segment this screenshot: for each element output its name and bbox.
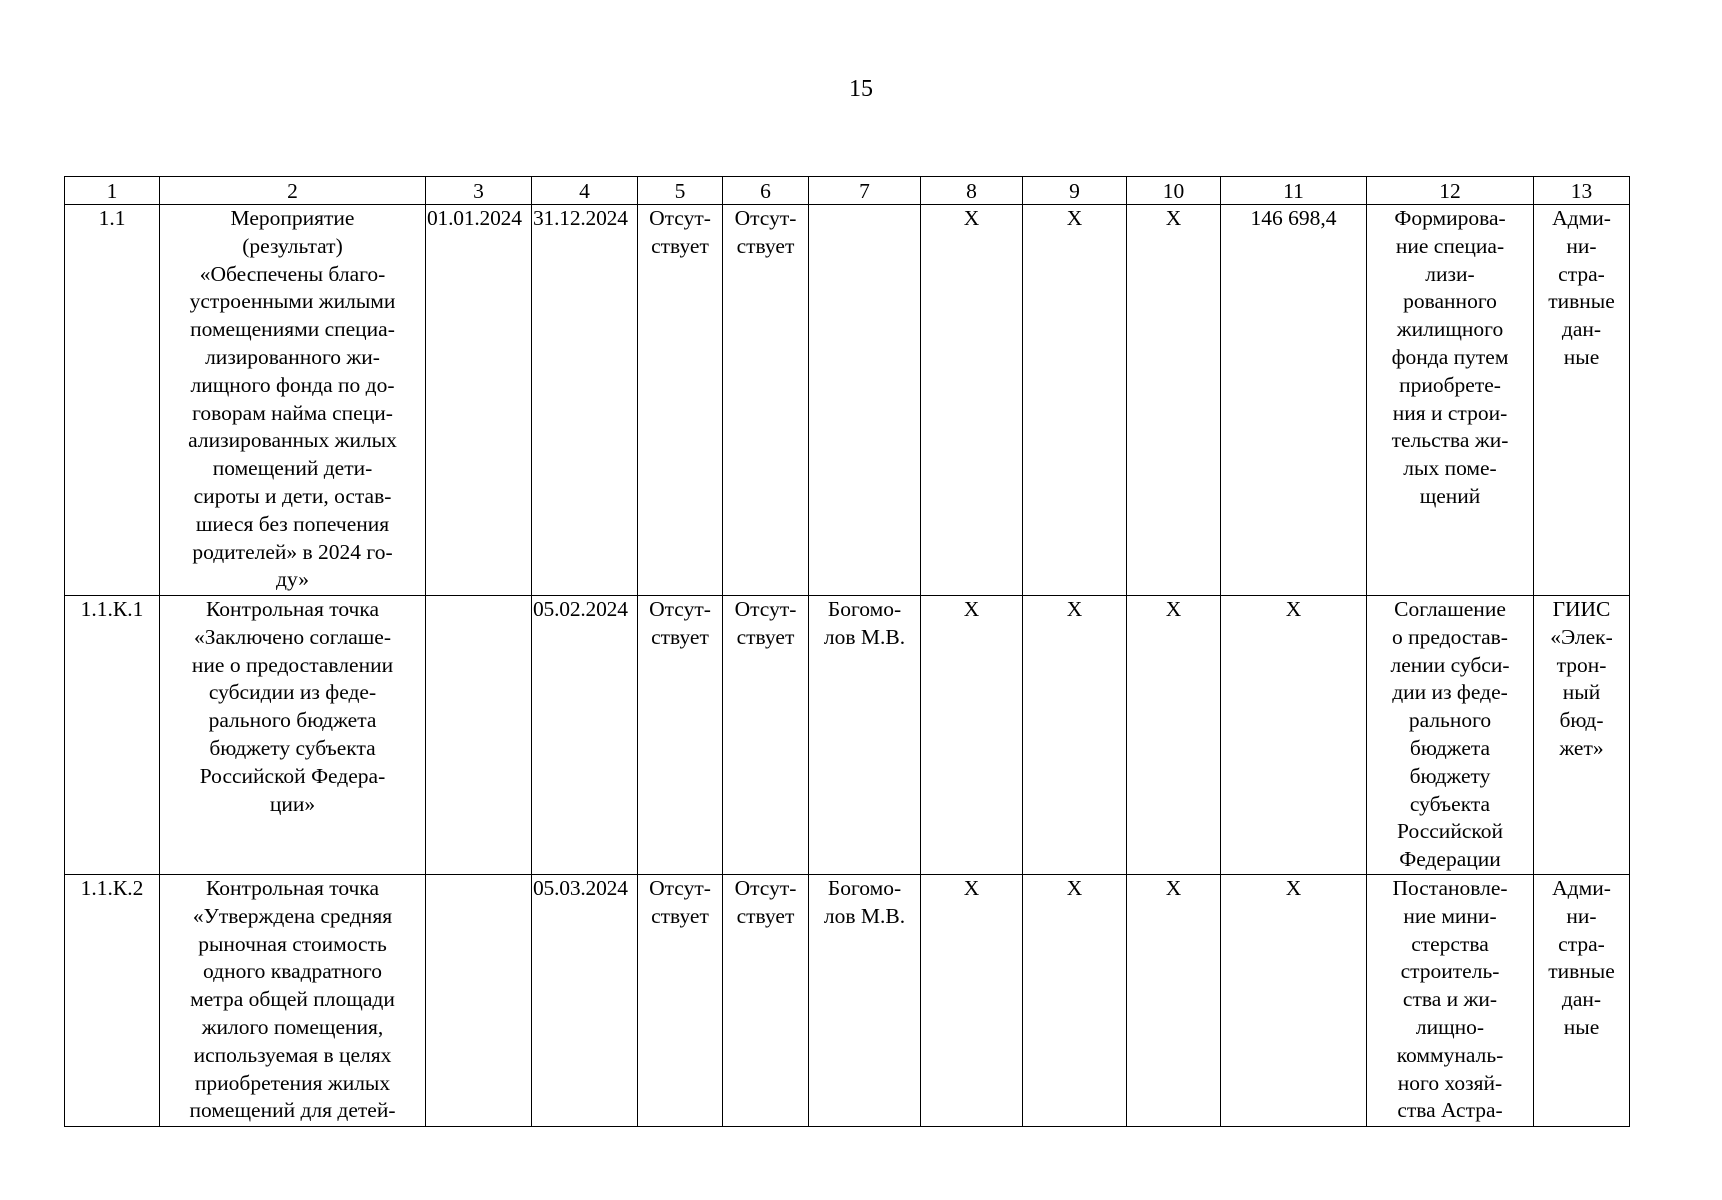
responsible-person: Богомо- лов М.В.: [809, 596, 921, 875]
plan-table: [64, 176, 1630, 1127]
measure-description: Мероприятие (результат) «Обеспечены благо- устроенными жилыми помещениями специа- лизированного жи- лищного фонда по до- говорам найма специ- ализированных жилых помещений дети- сироты и дети, остав- шиеся без попечения родителей» в 2024 го- ду»: [160, 205, 426, 596]
row-number: 1.1.К.1: [65, 596, 160, 875]
info-source: Адми- ни- стра- тивные дан- ные: [1534, 205, 1630, 596]
cell-col8: X: [921, 596, 1023, 875]
column-number-header: 6: [723, 177, 809, 205]
page-number: 15: [849, 76, 873, 102]
cell-col6: Отсут- ствует: [723, 875, 809, 1127]
responsible-person: [809, 205, 921, 596]
cell-col6: Отсут- ствует: [723, 205, 809, 596]
column-number-header: 9: [1023, 177, 1127, 205]
column-number-header: 13: [1534, 177, 1630, 205]
measure-description: Контрольная точка «Утверждена средняя рыночная стоимость одного квадратного метра общей площади жилого помещения, используемая в целях приобретения жилых помещений для детей-: [160, 875, 426, 1127]
table-header-row: [65, 177, 1630, 205]
cell-col6: Отсут- ствует: [723, 596, 809, 875]
result-description: Формирова- ние специа- лизи- рованного жилищного фонда путем приобрете- ния и строи- тельства жи- лых поме- щений: [1367, 205, 1534, 596]
row-number: 1.1.К.2: [65, 875, 160, 1127]
column-number-header: 4: [532, 177, 638, 205]
row-number: 1.1: [65, 205, 160, 596]
amount-cell: X: [1221, 875, 1367, 1127]
end-date: 31.12.2024: [532, 205, 638, 596]
end-date: 05.02.2024: [532, 596, 638, 875]
cell-col8: X: [921, 205, 1023, 596]
info-source: ГИИС «Элек- трон- ный бюд- жет»: [1534, 596, 1630, 875]
cell-col5: Отсут- ствует: [638, 875, 723, 1127]
start-date: [426, 875, 532, 1127]
column-number-header: 3: [426, 177, 532, 205]
column-number-header: 5: [638, 177, 723, 205]
column-number-header: 8: [921, 177, 1023, 205]
end-date: 05.03.2024: [532, 875, 638, 1127]
cell-col5: Отсут- ствует: [638, 205, 723, 596]
amount-cell: 146 698,4: [1221, 205, 1367, 596]
amount-cell: X: [1221, 596, 1367, 875]
table-row: [65, 596, 1630, 875]
start-date: [426, 596, 532, 875]
column-number-header: 12: [1367, 177, 1534, 205]
column-number-header: 2: [160, 177, 426, 205]
table-row: [65, 205, 1630, 596]
cell-col10: X: [1127, 875, 1221, 1127]
result-description: Соглашение о предостав- лении субси- дии из феде- рального бюджета бюджету субъекта Российской Федерации: [1367, 596, 1534, 875]
cell-col5: Отсут- ствует: [638, 596, 723, 875]
measure-description: Контрольная точка «Заключено соглаше- ние о предоставлении субсидии из феде- рального бюджета бюджету субъекта Российской Федера- ции»: [160, 596, 426, 875]
cell-col10: X: [1127, 205, 1221, 596]
cell-col8: X: [921, 875, 1023, 1127]
cell-col9: X: [1023, 596, 1127, 875]
info-source: Адми- ни- стра- тивные дан- ные: [1534, 875, 1630, 1127]
result-description: Постановле- ние мини- стерства строитель- ства и жи- лищно- коммуналь- ного хозяй- ства Астра-: [1367, 875, 1534, 1127]
column-number-header: 7: [809, 177, 921, 205]
start-date: 01.01.2024: [426, 205, 532, 596]
table-row: [65, 875, 1630, 1127]
column-number-header: 10: [1127, 177, 1221, 205]
responsible-person: Богомо- лов М.В.: [809, 875, 921, 1127]
cell-col10: X: [1127, 596, 1221, 875]
column-number-header: 11: [1221, 177, 1367, 205]
cell-col9: X: [1023, 875, 1127, 1127]
column-number-header: 1: [65, 177, 160, 205]
cell-col9: X: [1023, 205, 1127, 596]
